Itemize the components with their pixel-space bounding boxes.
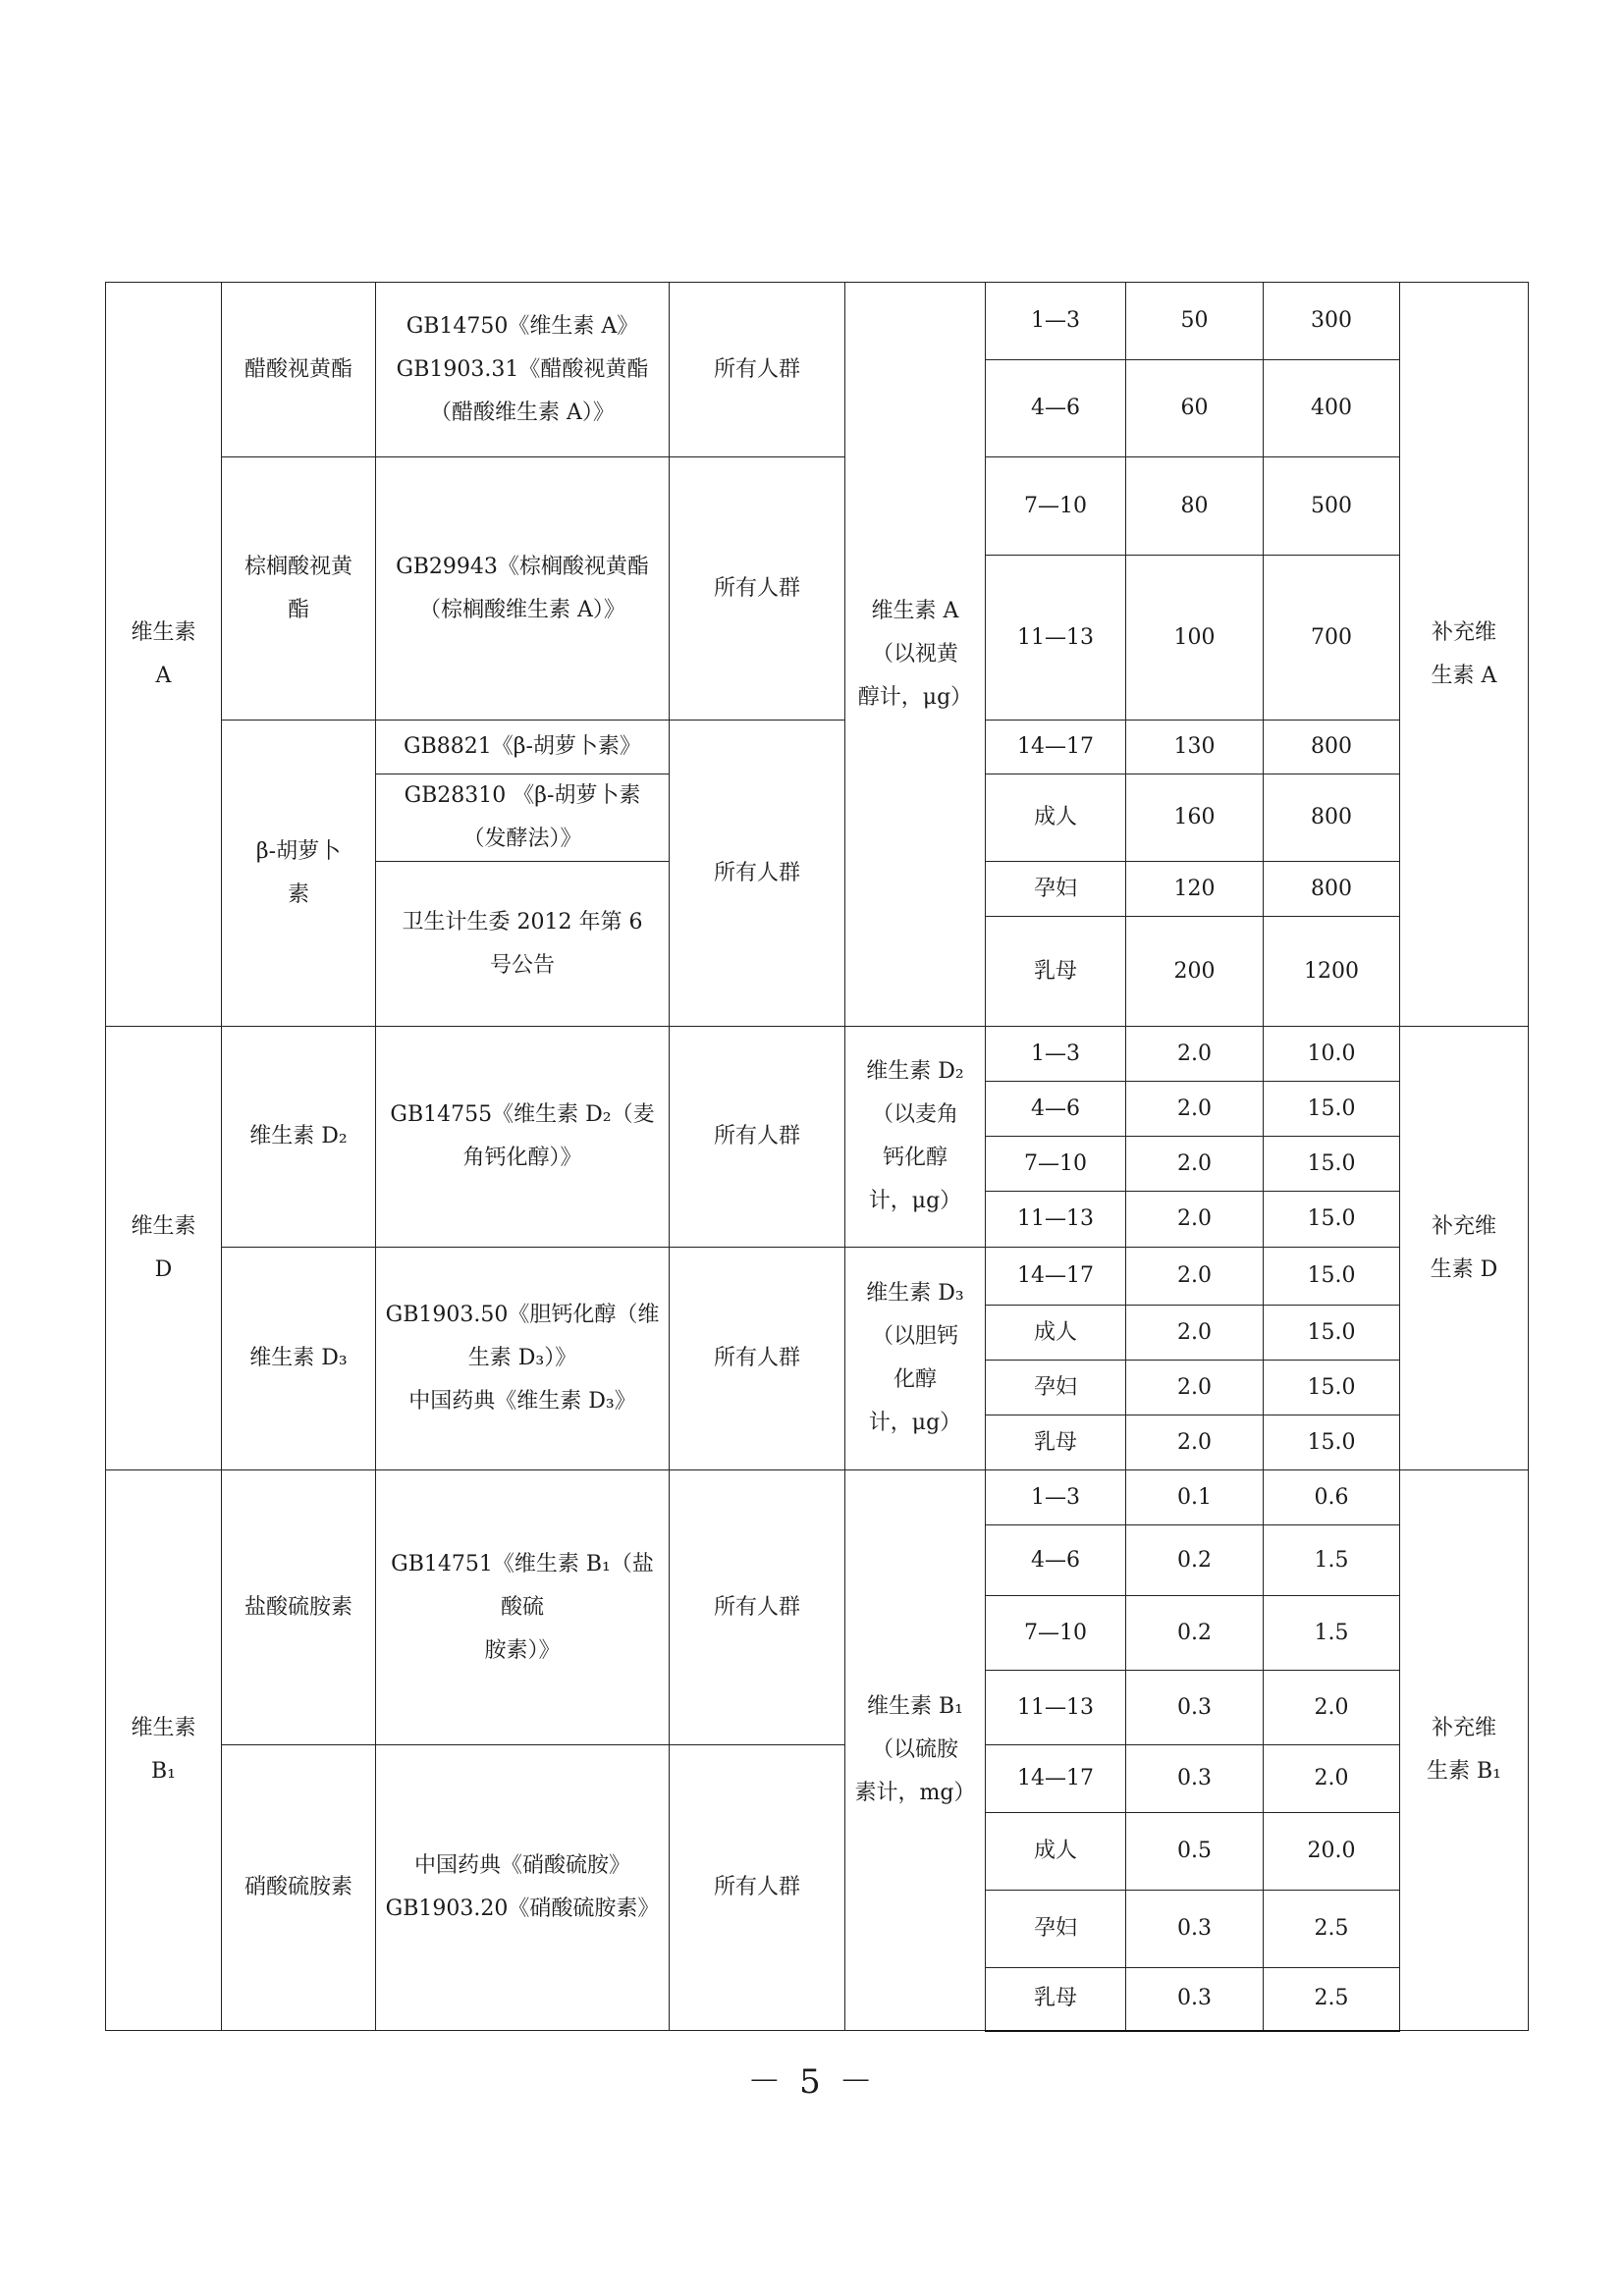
unit-cell: 维生素 D₃ （以胆钙 化醇 计，μg） [845, 1248, 986, 1470]
min-value: 2.0 [1126, 1082, 1264, 1137]
max-value: 15.0 [1264, 1361, 1400, 1415]
max-value: 2.5 [1264, 1968, 1400, 2031]
min-value: 2.0 [1126, 1306, 1264, 1361]
max-value: 1.5 [1264, 1525, 1400, 1596]
age-group: 孕妇 [986, 862, 1126, 917]
min-value: 2.0 [1126, 1361, 1264, 1415]
compound-name: 醋酸视黄酯 [222, 283, 376, 457]
standard-cell: GB14751《维生素 B₁（盐酸硫 胺素）》 [376, 1470, 670, 1745]
min-value: 0.5 [1126, 1813, 1264, 1891]
age-group: 成人 [986, 1813, 1126, 1891]
min-value: 2.0 [1126, 1248, 1264, 1306]
min-value: 0.2 [1126, 1525, 1264, 1596]
population-cell: 所有人群 [670, 1470, 845, 1745]
age-group: 4—6 [986, 1525, 1126, 1596]
nutrient-cell: 维生素 A [106, 283, 222, 1027]
unit-cell: 维生素 A （以视黄 醇计，μg） [845, 283, 986, 1027]
standard-cell: GB8821《β-胡萝卜素》 [376, 721, 670, 774]
age-group: 乳母 [986, 917, 1126, 1027]
nutrient-table [105, 282, 1529, 2032]
compound-name: 维生素 D₂ [222, 1027, 376, 1248]
unit-cell: 维生素 D₂ （以麦角 钙化醇 计，μg） [845, 1027, 986, 1248]
nutrient-cell: 维生素 B₁ [106, 1470, 222, 2031]
age-group: 成人 [986, 1306, 1126, 1361]
population-cell: 所有人群 [670, 283, 845, 457]
age-group: 1—3 [986, 283, 1126, 360]
max-value: 10.0 [1264, 1027, 1400, 1082]
min-value: 120 [1126, 862, 1264, 917]
population-cell: 所有人群 [670, 1027, 845, 1248]
compound-name: 盐酸硫胺素 [222, 1470, 376, 1745]
age-group: 11—13 [986, 1192, 1126, 1248]
min-value: 160 [1126, 774, 1264, 862]
min-value: 0.1 [1126, 1470, 1264, 1525]
max-value: 700 [1264, 556, 1400, 721]
max-value: 2.0 [1264, 1671, 1400, 1745]
max-value: 15.0 [1264, 1192, 1400, 1248]
max-value: 800 [1264, 721, 1400, 774]
max-value: 15.0 [1264, 1137, 1400, 1192]
standard-cell: 卫生计生委 2012 年第 6 号公告 [376, 862, 670, 1027]
unit-cell: 维生素 B₁ （以硫胺 素计，mg） [845, 1470, 986, 2031]
min-value: 60 [1126, 360, 1264, 457]
compound-name: 维生素 D₃ [222, 1248, 376, 1470]
min-value: 0.3 [1126, 1891, 1264, 1968]
age-group: 14—17 [986, 1248, 1126, 1306]
min-value: 2.0 [1126, 1027, 1264, 1082]
max-value: 20.0 [1264, 1813, 1400, 1891]
max-value: 15.0 [1264, 1415, 1400, 1470]
max-value: 2.5 [1264, 1891, 1400, 1968]
age-group: 4—6 [986, 1082, 1126, 1137]
age-group: 乳母 [986, 1968, 1126, 2031]
min-value: 2.0 [1126, 1192, 1264, 1248]
standard-cell: 中国药典《硝酸硫胺》 GB1903.20《硝酸硫胺素》 [376, 1745, 670, 2031]
purpose-cell: 补充维 生素 B₁ [1400, 1470, 1529, 2031]
age-group: 成人 [986, 774, 1126, 862]
max-value: 0.6 [1264, 1470, 1400, 1525]
age-group: 乳母 [986, 1415, 1126, 1470]
max-value: 15.0 [1264, 1082, 1400, 1137]
max-value: 300 [1264, 283, 1400, 360]
purpose-cell: 补充维 生素 D [1400, 1027, 1529, 1470]
min-value: 80 [1126, 457, 1264, 556]
age-group: 7—10 [986, 457, 1126, 556]
min-value: 0.3 [1126, 1968, 1264, 2031]
max-value: 2.0 [1264, 1745, 1400, 1813]
standard-cell: GB1903.50《胆钙化醇（维 生素 D₃）》 中国药典《维生素 D₃》 [376, 1248, 670, 1470]
compound-name: β-胡萝卜 素 [222, 721, 376, 1027]
max-value: 1200 [1264, 917, 1400, 1027]
min-value: 100 [1126, 556, 1264, 721]
max-value: 15.0 [1264, 1248, 1400, 1306]
population-cell: 所有人群 [670, 721, 845, 1027]
age-group: 孕妇 [986, 1361, 1126, 1415]
min-value: 2.0 [1126, 1415, 1264, 1470]
standard-cell: GB28310 《β-胡萝卜素 （发酵法）》 [376, 774, 670, 862]
standard-cell: GB14750《维生素 A》 GB1903.31《醋酸视黄酯 （醋酸维生素 A）》 [376, 283, 670, 457]
age-group: 4—6 [986, 360, 1126, 457]
max-value: 500 [1264, 457, 1400, 556]
max-value: 15.0 [1264, 1306, 1400, 1361]
max-value: 800 [1264, 774, 1400, 862]
age-group: 11—13 [986, 1671, 1126, 1745]
min-value: 200 [1126, 917, 1264, 1027]
standard-cell: GB29943《棕榈酸视黄酯 （棕榈酸维生素 A）》 [376, 457, 670, 721]
age-group: 7—10 [986, 1137, 1126, 1192]
max-value: 1.5 [1264, 1596, 1400, 1671]
population-cell: 所有人群 [670, 1745, 845, 2031]
max-value: 400 [1264, 360, 1400, 457]
compound-name: 棕榈酸视黄 酯 [222, 457, 376, 721]
min-value: 0.3 [1126, 1745, 1264, 1813]
age-group: 1—3 [986, 1470, 1126, 1525]
compound-name: 硝酸硫胺素 [222, 1745, 376, 2031]
age-group: 14—17 [986, 1745, 1126, 1813]
max-value: 800 [1264, 862, 1400, 917]
age-group: 1—3 [986, 1027, 1126, 1082]
purpose-cell: 补充维 生素 A [1400, 283, 1529, 1027]
nutrient-cell: 维生素 D [106, 1027, 222, 1470]
age-group: 孕妇 [986, 1891, 1126, 1968]
min-value: 0.2 [1126, 1596, 1264, 1671]
min-value: 50 [1126, 283, 1264, 360]
min-value: 130 [1126, 721, 1264, 774]
population-cell: 所有人群 [670, 457, 845, 721]
min-value: 0.3 [1126, 1671, 1264, 1745]
standard-cell: GB14755《维生素 D₂（麦 角钙化醇）》 [376, 1027, 670, 1248]
page-number: － 5 － [747, 2062, 877, 2102]
population-cell: 所有人群 [670, 1248, 845, 1470]
age-group: 14—17 [986, 721, 1126, 774]
age-group: 11—13 [986, 556, 1126, 721]
age-group: 7—10 [986, 1596, 1126, 1671]
min-value: 2.0 [1126, 1137, 1264, 1192]
